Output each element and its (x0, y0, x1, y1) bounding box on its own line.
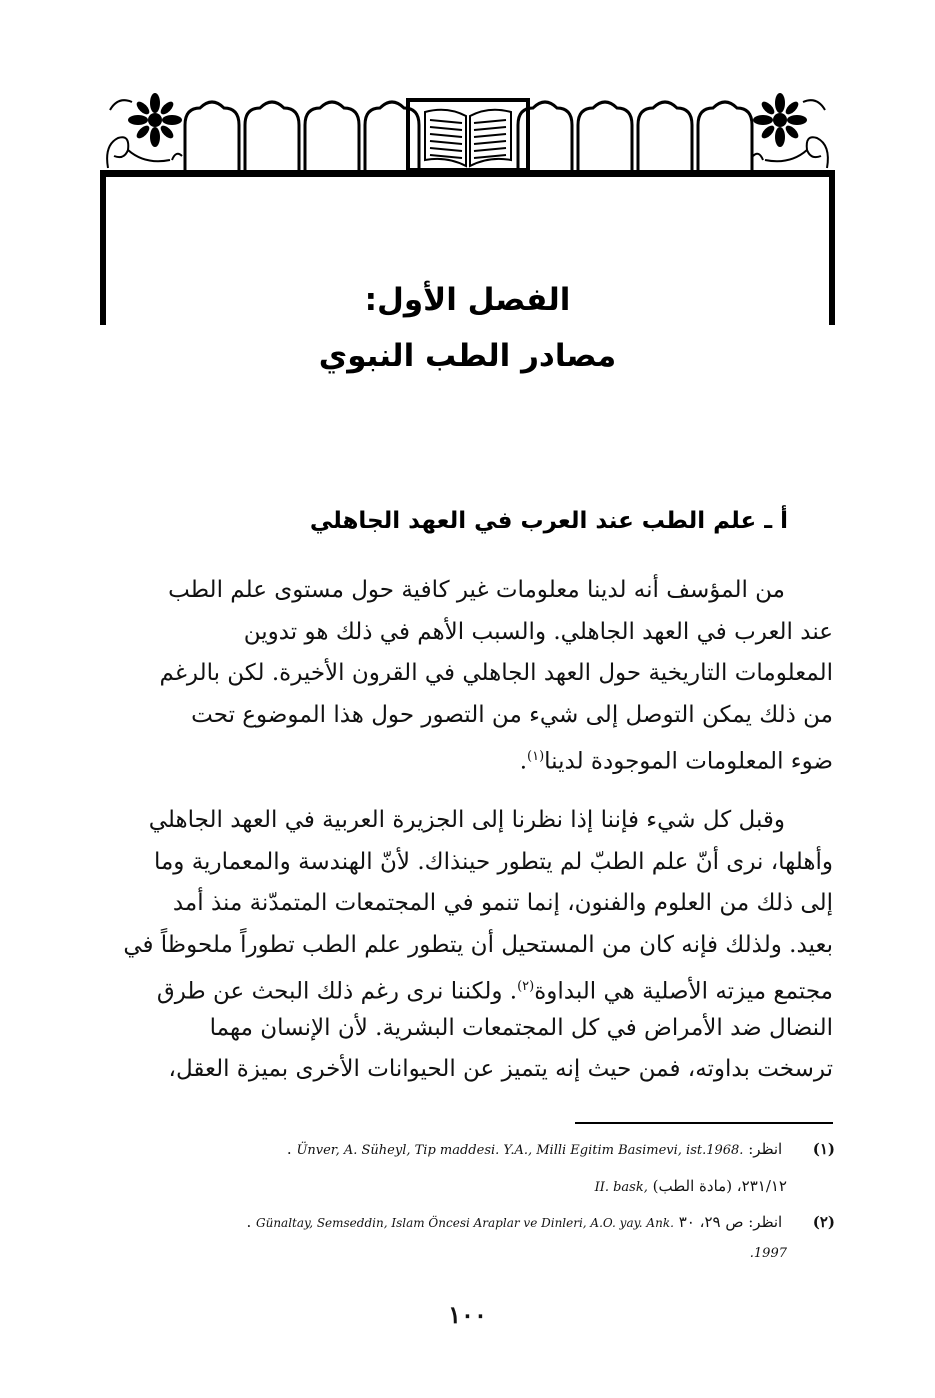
paragraph-2 (85, 800, 833, 1091)
arch-row-left (185, 102, 419, 170)
paragraph-line: المعلومات التاريخية حول العهد الجاهلي في القرون الأخيرة. لكن بالرغم (159, 660, 833, 686)
footnote-ref-2[interactable]: (٢) (517, 979, 535, 994)
chapter-title: مصادر الطب النبوي (318, 338, 617, 374)
flower-ornament-right-icon (753, 93, 807, 147)
paragraph-line-text: ضوء المعلومات الموجودة لدينا (544, 748, 833, 775)
footnote-ref-1[interactable]: (١) (527, 749, 545, 764)
footnote-1-continuation (595, 1177, 787, 1195)
paragraph-line: إلى ذلك من العلوم والفنون، إنما تنمو في المجتمعات المتمدّنة منذ أمد (172, 890, 833, 916)
section-heading: أ ـ علم الطب عند العرب في العهد الجاهلي (309, 508, 788, 534)
footnote-continuation-latin: II. bask, (594, 1180, 648, 1195)
footnote-continuation-arabic: ٢٣١/١٢، (مادة الطب) (652, 1177, 787, 1195)
footnote-citation: Günaltay, Semseddin, Islam Öncesi Araplar ve Dinleri, A.O. yay. Ank. (256, 1216, 674, 1230)
footnote-citation: Ünver, A. Süheyl, Tip maddesi. Y.A., Milli Egitim Basimevi, ist.1968. (296, 1143, 744, 1158)
footnote-1 (287, 1140, 835, 1158)
footnote-end: . (286, 1140, 292, 1158)
paragraph-line-text: مجتمع ميزته الأصلية هي البداوة (534, 978, 833, 1005)
paragraph-line-text: . ولكننا نرى رغم ذلك البحث عن طرق (156, 978, 518, 1005)
page-number: ١٠٠ (448, 1300, 487, 1329)
footnote-end: . (246, 1213, 252, 1231)
paragraph-line: من المؤسف أنه لدينا معلومات غير كافية حول مستوى علم الطب (168, 577, 785, 603)
paragraph-line: النضال ضد الأمراض في كل المجتمعات البشرية. لأن الإنسان مهما (209, 1014, 833, 1041)
paragraph-line: ترسخت بداوته، فمن حيث إنه يتميز عن الحيوانات الأخرى بميزة العقل، (168, 1056, 833, 1082)
chapter-label: الفصل الأول: (364, 282, 571, 318)
paragraph-line (85, 966, 833, 1008)
footnote-number: (١) (812, 1140, 835, 1158)
paragraph-line: عند العرب في العهد الجاهلي. والسبب الأهم في ذلك هو تدوين (243, 618, 833, 645)
arch-row-right (518, 102, 752, 170)
footnote-2 (246, 1213, 835, 1231)
footnote-number: (٢) (812, 1213, 835, 1231)
paragraph-line: وأهلها، نرى أنّ علم الطبّ لم يتطور حينذاك. لأنّ الهندسة والمعمارية وما (153, 848, 833, 875)
paragraph-line: من ذلك يمكن التوصل إلى شيء من التصور حول هذا الموضوع تحت (191, 701, 833, 728)
footnote-divider (575, 1122, 833, 1124)
paragraph-1 (85, 570, 833, 778)
paragraph-line: وقبل كل شيء فإننا إذا نظرنا إلى الجزيرة العربية في العهد الجاهلي (148, 807, 785, 833)
paragraph-line (85, 736, 833, 778)
paragraph-end: . (519, 748, 528, 775)
flower-ornament-left-icon (128, 93, 182, 147)
paragraph-line: بعيد. ولذلك فإنه كان من المستحيل أن يتطور علم الطب تطوراً ملحوظاً في (123, 931, 833, 958)
footnote-prefix: انظر: (748, 1140, 783, 1158)
open-book-icon (408, 100, 528, 170)
footnote-2-continuation: 1997. (749, 1246, 787, 1261)
footnote-prefix: انظر: ص ٢٩، ٣٠ (678, 1213, 783, 1231)
